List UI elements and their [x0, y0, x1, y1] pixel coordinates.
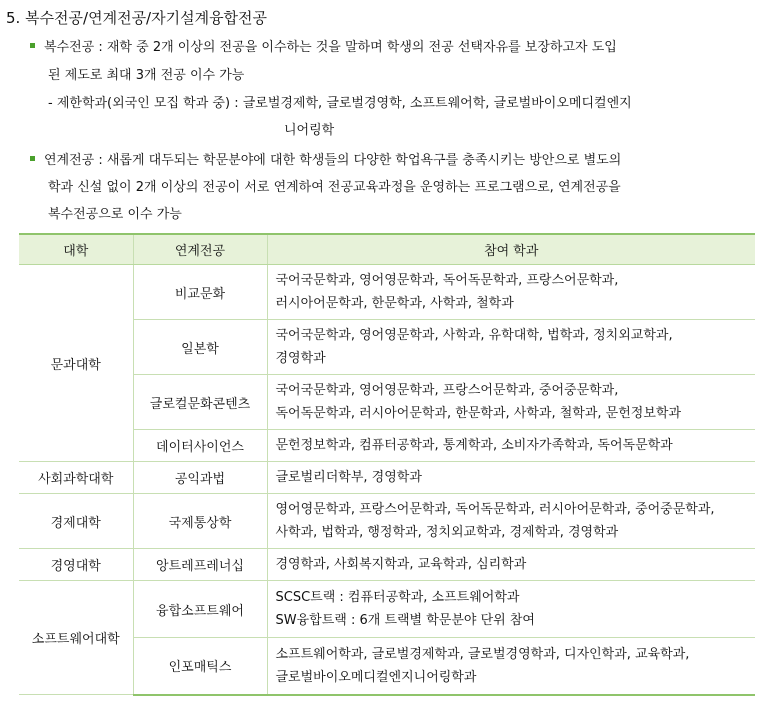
departments-line: 독어독문학과, 러시아어문학과, 한문학과, 사학과, 철학과, 문헌정보학과: [275, 406, 682, 421]
departments-line: 글로벌바이오메디컬엔지니어링학과: [275, 669, 477, 685]
major-cell: 일본학: [133, 320, 267, 375]
header-college: 대학: [19, 234, 133, 265]
departments-line: SW융합트랙 : 6개 트랙별 학문분야 단위 참여: [275, 613, 535, 628]
linked-major-table: [19, 233, 755, 696]
departments-line: 영어영문학과, 프랑스어문학과, 독어독문학과, 러시아어문학과, 중어중문학과,: [275, 502, 715, 517]
linked-major-line3: 복수전공으로 이수 가능: [48, 207, 182, 222]
departments-line: SCSC트랙 : 컴퓨터공학과, 소프트웨어학과: [275, 590, 520, 605]
departments-cell: [267, 581, 755, 638]
departments-line: 소프트웨어학과, 글로벌경제학과, 글로벌경영학과, 디자인학과, 교육학과,: [275, 646, 690, 662]
major-cell: 융합소프트웨어: [133, 581, 267, 638]
table-row: [19, 462, 755, 494]
major-cell: 인포매틱스: [133, 638, 267, 695]
college-cell: 소프트웨어대학: [19, 581, 133, 695]
departments-line: 러시아어문학과, 한문학과, 사학과, 철학과: [275, 296, 514, 311]
departments-cell: [267, 494, 755, 549]
bullet-icon: [30, 156, 35, 161]
linked-major-line1: [30, 149, 621, 168]
departments-cell: [267, 265, 755, 320]
college-cell: 문과대학: [19, 265, 133, 462]
departments-line: 글로벌리더학부, 경영학과: [275, 470, 422, 485]
major-cell: 공익과법: [133, 462, 267, 494]
header-departments: 참여 학과: [267, 234, 755, 265]
table-header-row: [19, 234, 755, 265]
bullet-icon: [30, 43, 35, 48]
major-cell: 글로컬문화콘텐츠: [133, 375, 267, 430]
departments-line: 국어국문학과, 영어영문학과, 프랑스어문학과, 중어중문학과,: [275, 383, 619, 398]
table-row: [19, 549, 755, 581]
departments-line: 국어국문학과, 영어영문학과, 사학과, 유학대학, 법학과, 정치외교학과,: [275, 328, 673, 343]
linked-major-line2: 학과 신설 없이 2개 이상의 전공이 서로 연계하여 전공교육과정을 운영하는 프로그램으로, 연계전공을: [48, 180, 621, 195]
departments-line: 사학과, 법학과, 행정학과, 정치외교학과, 경제학과, 경영학과: [275, 525, 619, 540]
double-major-line2: 된 제도로 최대 3개 전공 이수 가능: [48, 68, 245, 83]
header-linked-major: 연계전공: [133, 234, 267, 265]
table-row: [19, 581, 755, 638]
major-cell: 앙트레프레너십: [133, 549, 267, 581]
departments-cell: [267, 462, 755, 494]
departments-cell: [267, 638, 755, 695]
restriction-line2: 니어링학: [284, 123, 335, 138]
departments-line: 경영학과: [275, 351, 326, 366]
departments-line: 문헌정보학과, 컴퓨터공학과, 통계학과, 소비자가족학과, 독어독문학과: [275, 438, 673, 453]
college-cell: 사회과학대학: [19, 462, 133, 494]
departments-cell: [267, 320, 755, 375]
college-cell: 경제대학: [19, 494, 133, 549]
departments-line: 경영학과, 사회복지학과, 교육학과, 심리학과: [275, 557, 527, 572]
double-major-line1: [30, 36, 617, 55]
table-row: [19, 265, 755, 320]
section-title: 5. 복수전공/연계전공/자기설계융합전공: [6, 9, 268, 27]
departments-cell: [267, 375, 755, 430]
double-major-desc: 복수전공 : 재학 중 2개 이상의 전공을 이수하는 것을 말하며 학생의 전공 선택자유를 보장하고자 도입: [44, 40, 617, 55]
major-cell: 국제통상학: [133, 494, 267, 549]
major-cell: 데이터사이언스: [133, 430, 267, 462]
departments-line: 국어국문학과, 영어영문학과, 독어독문학과, 프랑스어문학과,: [275, 273, 619, 288]
major-cell: 비교문화: [133, 265, 267, 320]
linked-major-desc: 연계전공 : 새롭게 대두되는 학문분야에 대한 학생들의 다양한 학업욕구를 충족시키는 방안으로 별도의: [44, 153, 622, 168]
restriction-line1: - 제한학과(외국인 모집 학과 중) : 글로벌경제학, 글로벌경영학, 소프트웨어학, 글로벌바이오메디컬엔지: [48, 96, 632, 111]
departments-cell: [267, 430, 755, 462]
table-row: [19, 494, 755, 549]
departments-cell: [267, 549, 755, 581]
college-cell: 경영대학: [19, 549, 133, 581]
